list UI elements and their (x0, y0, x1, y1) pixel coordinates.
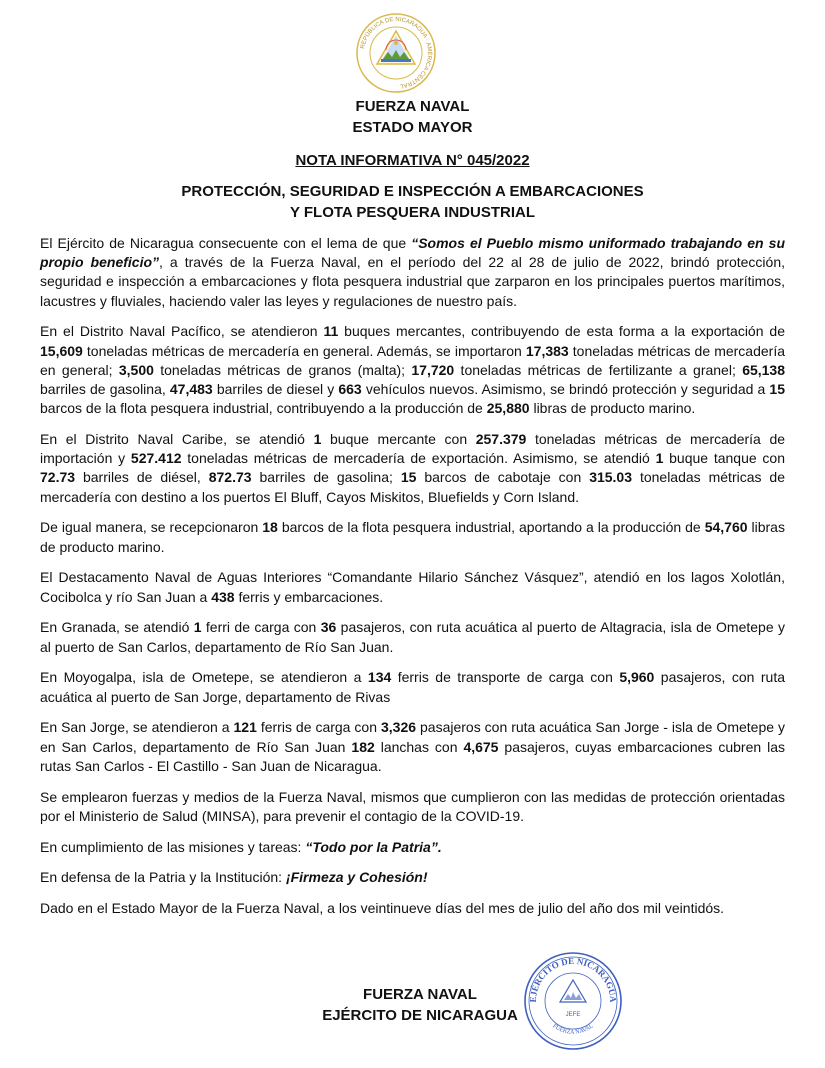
signature-line1: FUERZA NAVAL (363, 986, 477, 1003)
document-title-line2: Y FLOTA PESQUERA INDUSTRIAL (289, 204, 535, 221)
paragraph-inland-waters: El Destacamento Naval de Aguas Interiores “Comandante Hilario Sánchez Vásquez”, atendió en los lagos Xolotlán, Cocibolca y río San Juan a 438 ferris y embarcaciones. (40, 569, 785, 605)
paragraph-covid-measures: Se emplearon fuerzas y medios de la Fuerza Naval, mismos que cumplieron con las medidas de protección orientadas por el Ministerio de Salud (MINSA), para prevenir el contagio de la COVID-19. (40, 788, 785, 824)
paragraph-mission: En cumplimiento de las misiones y tareas: “Todo por la Patria”. (40, 838, 442, 855)
stamp-center-text: JEFE (565, 1012, 581, 1018)
stamp-bottom-text: FUERZA NAVAL (551, 1023, 595, 1036)
paragraph-closing: Dado en el Estado Mayor de la Fuerza Naval, a los veintinueve días del mes de julio del año dos mil veintidós. (40, 900, 725, 917)
seal-ring-text: REPÚBLICA DE NICARAGUA · AMÉRICA CENTRAL (360, 16, 433, 89)
paragraph-san-jorge: En San Jorge, se atendieron a 121 ferris de carga con 3,326 pasajeros con ruta acuática San Jorge - isla de Ometepe y en San Carlos, departamento de Río San Juan 182 lanchas con 4,675 pasajeros, cuyas embarcaciones cubren las rutas San Carlos - El Castillo - San Juan de Nicaragua. (40, 719, 786, 774)
stamp-ring-text: EJÉRCITO DE NICARAGUA (527, 955, 619, 1003)
paragraph-pacific: En el Distrito Naval Pacífico, se atendieron 11 buques mercantes, contribuyendo de esta forma a la exportación de 15,609 toneladas métricas de mercadería en general. Además, se importaron 17,383 toneladas métricas de mercadería en general; 3,500 toneladas métricas de granos (malta); 17,720 toneladas métricas de fertilizante a granel; 65,138 barriles de gasolina, 47,483 barriles de diesel y 663 vehículos nuevos. Asimismo, se brindó protección y seguridad a 15 barcos de la flota pesquera industrial, contribuyendo a la producción de 25,880 libras de producto marino. (40, 323, 786, 417)
institution-title: FUERZA NAVAL (355, 98, 470, 115)
paragraph-moyogalpa: En Moyogalpa, isla de Ometepe, se atendieron a 134 ferris de transporte de carga con 5,960 pasajeros, con ruta acuática al puerto de San Jorge, departamento de Rivas (40, 669, 785, 705)
department-title: ESTADO MAYOR (352, 119, 473, 136)
paragraph-caribbean: En el Distrito Naval Caribe, se atendió 1 buque mercante con 257.379 toneladas métricas de mercadería de importación y 527.412 toneladas métricas de mercadería de exportación. Asimismo, se atendió 1 buque tanque con 72.73 barriles de diésel, 872.73 barriles de gasolina; 15 barcos de cabotaje con 315.03 toneladas métricas de mercadería con destino a los puertos El Bluff, Cayos Miskitos, Bluefields y Corn Island. (40, 431, 786, 505)
paragraph-fishing-fleet: De igual manera, se recepcionaron 18 barcos de la flota pesquera industrial, aportando a la producción de 54,760 libras de producto marino. (40, 519, 785, 555)
paragraph-intro: El Ejército de Nicaragua consecuente con el lema de que “Somos el Pueblo mismo uniformado trabajando en su propio beneficio”, a través de la Fuerza Naval, en el período del 22 al 28 de julio de 2022, brindó protección, seguridad e inspección a embarcaciones y flota pesquera industrial que zarparon en los principales puertos marítimos, lacustres y fluviales, haciendo valer las leyes y regulaciones de nuestro país. (40, 235, 785, 309)
document-body (40, 234, 785, 930)
signature-line2: EJÉRCITO DE NICARAGUA (322, 1007, 518, 1024)
document-title-line1: PROTECCIÓN, SEGURIDAD E INSPECCIÓN A EMBARCACIONES (181, 183, 644, 200)
coat-of-arms-seal (355, 12, 437, 94)
paragraph-defense: En defensa de la Patria y la Institución: ¡Firmeza y Cohesión! (40, 869, 428, 886)
document-number: NOTA INFORMATIVA N° 045/2022 (295, 152, 530, 169)
official-stamp (522, 950, 624, 1052)
paragraph-granada: En Granada, se atendió 1 ferri de carga con 36 pasajeros, con ruta acuática al puerto de Altagracia, isla de Ometepe y al puerto de San Carlos, departamento de Río San Juan. (40, 619, 785, 655)
